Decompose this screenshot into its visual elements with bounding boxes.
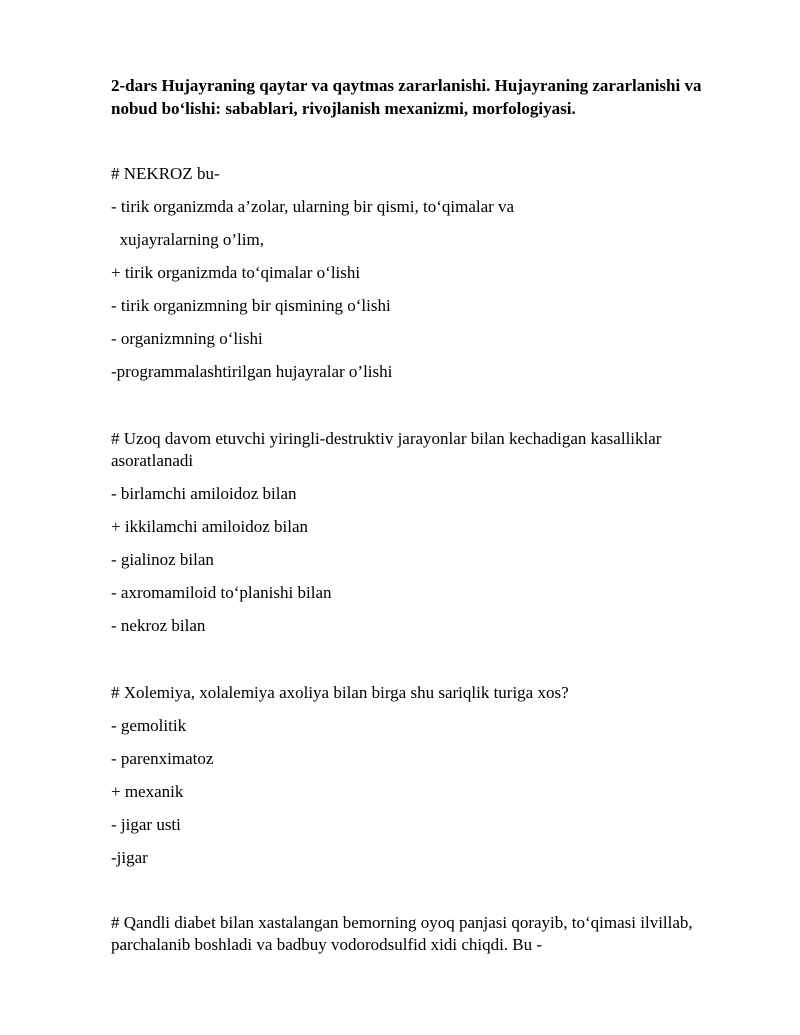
- answer-option: - birlamchi amiloidoz bilan: [111, 484, 297, 503]
- question-text: # Xolemiya, xolalemiya axoliya bilan birga shu sariqlik turiga xos?: [111, 683, 569, 702]
- answer-option: + ikkilamchi amiloidoz bilan: [111, 517, 309, 536]
- question-text: # Qandli diabet bilan xastalangan bemorning oyoq panjasi qorayib, to‘qimasi ilvillab, parchalanib boshladi va badbuy vodorodsulfid xidi chiqdi. Bu -: [111, 913, 693, 954]
- answer-option: - nekroz bilan: [111, 616, 206, 635]
- answer-option: - jigar usti: [111, 815, 181, 834]
- answer-option: - axromamiloid to‘planishi bilan: [111, 583, 332, 602]
- answer-option: - gemolitik: [111, 716, 187, 735]
- question-text: # Uzoq davom etuvchi yiringli-destruktiv jarayonlar bilan kechadigan kasalliklar asoratlanadi: [111, 429, 662, 470]
- answer-option: - parenximatoz: [111, 749, 214, 768]
- question-text: # NEKROZ bu-: [111, 164, 220, 183]
- answer-option: + mexanik: [111, 782, 184, 801]
- document-title: 2-dars Hujayraning qaytar va qaytmas zararlanishi. Hujayraning zararlanishi va nobud bo‘lishi: sabablari, rivojlanish mexanizmi, morfologiyasi.: [111, 76, 702, 118]
- answer-option: - organizmning o‘lishi: [111, 329, 263, 348]
- answer-option: xujayralarning o’lim,: [111, 230, 264, 249]
- answer-option: - tirik organizmning bir qismining o‘lishi: [111, 296, 391, 315]
- document-page: [111, 74, 751, 954]
- answer-option: + tirik organizmda to‘qimalar o‘lishi: [111, 263, 361, 282]
- answer-option: -programmalashtirilgan hujayralar o’lishi: [111, 362, 393, 381]
- answer-option: - tirik organizmda a’zolar, ularning bir qismi, to‘qimalar va: [111, 197, 515, 216]
- answer-option: - gialinoz bilan: [111, 550, 214, 569]
- answer-option: -jigar: [111, 848, 148, 867]
